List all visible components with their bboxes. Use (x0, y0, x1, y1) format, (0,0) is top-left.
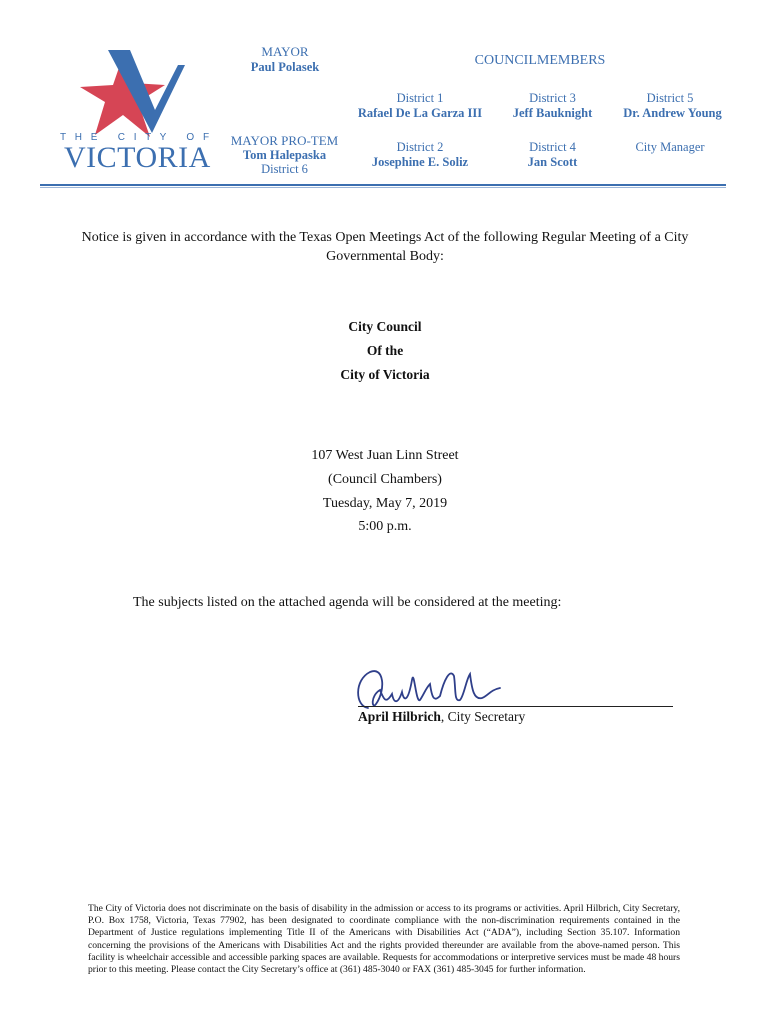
protem-name: Tom Halepaska (242, 148, 327, 162)
member-name: Dr. Andrew Young (623, 106, 722, 120)
councilmembers-title: COUNCILMEMBERS (474, 53, 606, 68)
body-name-line: Of the (366, 343, 404, 358)
meeting-date: Tuesday, May 7, 2019 (322, 496, 448, 511)
subjects-text: The subjects listed on the attached agenda will be considered at the meeting: (133, 595, 562, 610)
member-name: Rafael De La Garza III (357, 106, 483, 120)
body-name-line: City of Victoria (340, 367, 430, 382)
signature-line (358, 706, 673, 707)
member-name: Josephine E. Soliz (371, 155, 469, 169)
signer-name: April Hilbrich (358, 709, 441, 724)
body-name-line: City Council (348, 319, 422, 334)
header-divider-thin (40, 187, 726, 188)
signer-block (358, 709, 525, 725)
meeting-room: (Council Chambers) (328, 472, 442, 487)
member-district: District 3 (529, 91, 576, 105)
member-district: District 2 (396, 140, 444, 154)
member-district: District 4 (529, 140, 576, 154)
member-name: Jan Scott (527, 155, 578, 169)
mayor-label: MAYOR (261, 44, 309, 59)
meeting-address: 107 West Juan Linn Street (311, 448, 459, 463)
mayor-name: Paul Polasek (250, 60, 320, 74)
member-name: Jeff Bauknight (512, 106, 593, 120)
notice-text: Notice is given in accordance with the Texas Open Meetings Act of the following Regular Meeting of a City Governmental Body: (81, 230, 689, 264)
logo-small-text: T H E C I T Y O F (60, 132, 213, 143)
protem-label: MAYOR PRO-TEM (230, 133, 339, 148)
logo-big-text: VICTORIA (64, 141, 211, 174)
header-divider (40, 184, 726, 186)
member-district: District 1 (396, 91, 444, 105)
ada-disclaimer: The City of Victoria does not discriminate on the basis of disability in the admission or access to its programs or activities. April Hilbrich, City Secretary, P.O. Box 1758, Victoria, Texas 77902, has been designated to coordinate compliance with the non-discrimination requirements contained in the Department of Justice regulations implementing Title II of the Americans with Disabilities Act (“ADA”), including Section 35.107. Information concerning the provisions of the Americans with Disabilities Act and the rights provided thereunder are available from the above-named person. This facility is wheelchair accessible and accessible parking spaces are available. Requests for accommodations or interpretive services must be made 48 hours prior to this meeting. Please contact the City Secretary’s office at (361) 485-3040 or FAX (361) 485-3045 for further information. (88, 903, 680, 976)
star-v-logo-icon (60, 45, 213, 145)
city-manager-label: City Manager (635, 140, 705, 154)
protem-district: District 6 (261, 162, 308, 176)
meeting-time: 5:00 p.m. (358, 519, 412, 534)
city-logo (60, 45, 213, 175)
member-district: District 5 (646, 91, 694, 105)
signer-title: , City Secretary (440, 709, 526, 724)
